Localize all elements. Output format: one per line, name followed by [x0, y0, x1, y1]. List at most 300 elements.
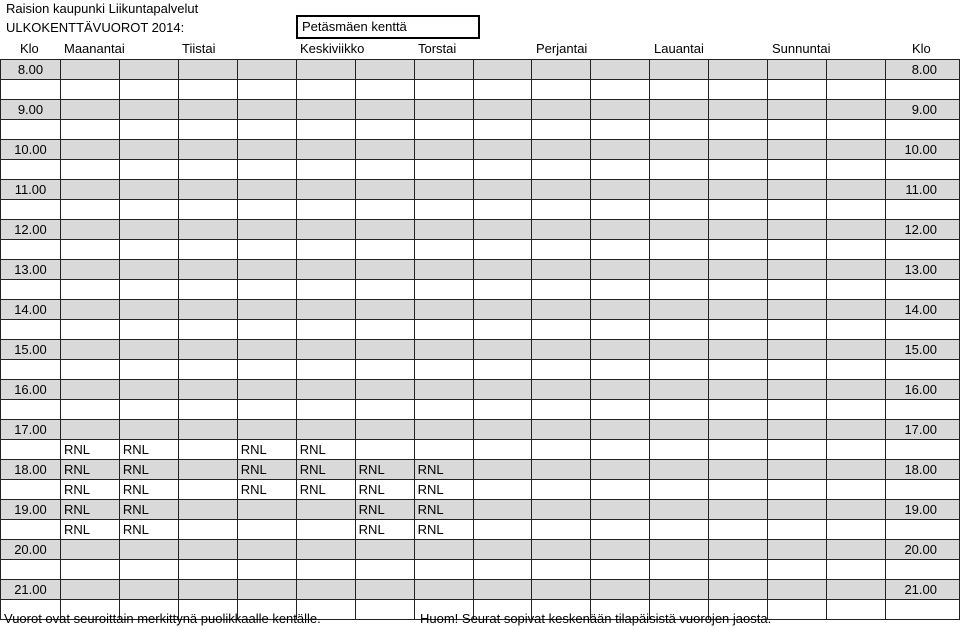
booking-cell[interactable] — [768, 220, 827, 240]
booking-cell[interactable]: RNL — [119, 520, 178, 540]
booking-cell[interactable] — [650, 540, 709, 560]
booking-cell[interactable] — [532, 520, 591, 540]
booking-cell[interactable] — [709, 140, 768, 160]
booking-cell[interactable]: RNL — [355, 480, 414, 500]
booking-cell[interactable] — [473, 200, 532, 220]
booking-cell[interactable] — [473, 120, 532, 140]
booking-cell[interactable] — [591, 580, 650, 600]
booking-cell[interactable] — [119, 260, 178, 280]
booking-cell[interactable] — [650, 220, 709, 240]
booking-cell[interactable] — [591, 160, 650, 180]
booking-cell[interactable] — [591, 180, 650, 200]
booking-cell[interactable] — [473, 360, 532, 380]
booking-cell[interactable] — [768, 500, 827, 520]
booking-cell[interactable] — [119, 360, 178, 380]
booking-cell[interactable] — [591, 500, 650, 520]
booking-cell[interactable] — [709, 200, 768, 220]
booking-cell[interactable] — [60, 280, 119, 300]
booking-cell[interactable] — [709, 380, 768, 400]
booking-cell[interactable] — [650, 500, 709, 520]
booking-cell[interactable] — [768, 180, 827, 200]
booking-cell[interactable] — [237, 420, 296, 440]
booking-cell[interactable] — [768, 160, 827, 180]
booking-cell[interactable]: RNL — [414, 520, 473, 540]
booking-cell[interactable] — [709, 520, 768, 540]
booking-cell[interactable] — [650, 280, 709, 300]
booking-cell[interactable] — [532, 440, 591, 460]
booking-cell[interactable] — [650, 300, 709, 320]
booking-cell[interactable]: RNL — [119, 500, 178, 520]
booking-cell[interactable] — [650, 380, 709, 400]
booking-cell[interactable] — [296, 160, 355, 180]
booking-cell[interactable] — [237, 100, 296, 120]
booking-cell[interactable] — [532, 560, 591, 580]
booking-cell[interactable] — [178, 480, 237, 500]
booking-cell[interactable] — [178, 300, 237, 320]
booking-cell[interactable] — [473, 520, 532, 540]
booking-cell[interactable] — [119, 300, 178, 320]
booking-cell[interactable] — [709, 360, 768, 380]
booking-cell[interactable] — [178, 580, 237, 600]
booking-cell[interactable]: RNL — [296, 460, 355, 480]
booking-cell[interactable] — [296, 380, 355, 400]
booking-cell[interactable] — [355, 100, 414, 120]
booking-cell[interactable] — [473, 400, 532, 420]
booking-cell[interactable] — [60, 400, 119, 420]
booking-cell[interactable] — [414, 60, 473, 80]
booking-cell[interactable] — [178, 500, 237, 520]
booking-cell[interactable] — [591, 360, 650, 380]
booking-cell[interactable] — [60, 540, 119, 560]
booking-cell[interactable] — [768, 320, 827, 340]
booking-cell[interactable] — [414, 260, 473, 280]
booking-cell[interactable] — [178, 380, 237, 400]
booking-cell[interactable] — [414, 580, 473, 600]
booking-cell[interactable] — [60, 420, 119, 440]
booking-cell[interactable] — [296, 220, 355, 240]
booking-cell[interactable] — [355, 280, 414, 300]
booking-cell[interactable] — [414, 320, 473, 340]
booking-cell[interactable] — [650, 320, 709, 340]
booking-cell[interactable] — [237, 500, 296, 520]
booking-cell[interactable] — [296, 520, 355, 540]
booking-cell[interactable] — [827, 540, 886, 560]
booking-cell[interactable] — [650, 520, 709, 540]
booking-cell[interactable] — [768, 60, 827, 80]
booking-cell[interactable] — [119, 220, 178, 240]
booking-cell[interactable] — [119, 320, 178, 340]
booking-cell[interactable] — [60, 60, 119, 80]
booking-cell[interactable] — [473, 380, 532, 400]
booking-cell[interactable] — [709, 180, 768, 200]
booking-cell[interactable] — [473, 80, 532, 100]
booking-cell[interactable] — [119, 340, 178, 360]
booking-cell[interactable] — [355, 580, 414, 600]
booking-cell[interactable] — [709, 80, 768, 100]
booking-cell[interactable] — [650, 480, 709, 500]
booking-cell[interactable] — [591, 80, 650, 100]
booking-cell[interactable] — [355, 60, 414, 80]
booking-cell[interactable] — [650, 160, 709, 180]
booking-cell[interactable]: RNL — [119, 440, 178, 460]
booking-cell[interactable] — [119, 80, 178, 100]
booking-cell[interactable] — [768, 260, 827, 280]
booking-cell[interactable] — [296, 360, 355, 380]
booking-cell[interactable]: RNL — [237, 480, 296, 500]
booking-cell[interactable] — [414, 360, 473, 380]
booking-cell[interactable] — [60, 320, 119, 340]
booking-cell[interactable] — [532, 60, 591, 80]
booking-cell[interactable] — [532, 160, 591, 180]
booking-cell[interactable] — [237, 80, 296, 100]
booking-cell[interactable] — [237, 580, 296, 600]
booking-cell[interactable] — [768, 460, 827, 480]
booking-cell[interactable] — [650, 580, 709, 600]
booking-cell[interactable] — [709, 220, 768, 240]
booking-cell[interactable] — [414, 240, 473, 260]
booking-cell[interactable] — [473, 420, 532, 440]
booking-cell[interactable] — [473, 340, 532, 360]
booking-cell[interactable] — [473, 260, 532, 280]
booking-cell[interactable] — [532, 420, 591, 440]
booking-cell[interactable] — [119, 560, 178, 580]
booking-cell[interactable] — [355, 560, 414, 580]
booking-cell[interactable] — [827, 460, 886, 480]
booking-cell[interactable] — [709, 460, 768, 480]
booking-cell[interactable] — [60, 360, 119, 380]
booking-cell[interactable]: RNL — [119, 480, 178, 500]
booking-cell[interactable] — [532, 360, 591, 380]
booking-cell[interactable] — [532, 180, 591, 200]
booking-cell[interactable] — [591, 120, 650, 140]
booking-cell[interactable] — [414, 160, 473, 180]
booking-cell[interactable] — [178, 400, 237, 420]
booking-cell[interactable] — [237, 280, 296, 300]
booking-cell[interactable] — [473, 560, 532, 580]
booking-cell[interactable] — [650, 100, 709, 120]
booking-cell[interactable] — [768, 120, 827, 140]
booking-cell[interactable] — [768, 540, 827, 560]
booking-cell[interactable] — [532, 480, 591, 500]
booking-cell[interactable] — [296, 400, 355, 420]
booking-cell[interactable] — [768, 240, 827, 260]
booking-cell[interactable] — [414, 220, 473, 240]
booking-cell[interactable] — [237, 520, 296, 540]
booking-cell[interactable] — [60, 260, 119, 280]
booking-cell[interactable] — [414, 340, 473, 360]
booking-cell[interactable] — [709, 440, 768, 460]
booking-cell[interactable] — [827, 320, 886, 340]
booking-cell[interactable] — [355, 120, 414, 140]
booking-cell[interactable] — [237, 180, 296, 200]
booking-cell[interactable] — [119, 180, 178, 200]
booking-cell[interactable]: RNL — [119, 460, 178, 480]
booking-cell[interactable] — [237, 540, 296, 560]
booking-cell[interactable] — [119, 60, 178, 80]
booking-cell[interactable] — [827, 560, 886, 580]
booking-cell[interactable] — [296, 300, 355, 320]
booking-cell[interactable] — [296, 280, 355, 300]
booking-cell[interactable] — [827, 400, 886, 420]
booking-cell[interactable] — [473, 300, 532, 320]
booking-cell[interactable] — [296, 320, 355, 340]
booking-cell[interactable] — [119, 200, 178, 220]
booking-cell[interactable] — [355, 80, 414, 100]
booking-cell[interactable] — [296, 60, 355, 80]
field-name-box[interactable]: Petäsmäen kenttä — [296, 15, 480, 39]
booking-cell[interactable] — [296, 140, 355, 160]
booking-cell[interactable] — [591, 480, 650, 500]
booking-cell[interactable] — [178, 80, 237, 100]
booking-cell[interactable] — [768, 440, 827, 460]
booking-cell[interactable] — [237, 320, 296, 340]
booking-cell[interactable] — [709, 540, 768, 560]
booking-cell[interactable] — [827, 340, 886, 360]
booking-cell[interactable] — [473, 140, 532, 160]
booking-cell[interactable] — [296, 540, 355, 560]
booking-cell[interactable] — [709, 100, 768, 120]
booking-cell[interactable] — [355, 400, 414, 420]
booking-cell[interactable] — [827, 520, 886, 540]
booking-cell[interactable] — [60, 160, 119, 180]
booking-cell[interactable] — [591, 540, 650, 560]
booking-cell[interactable] — [827, 60, 886, 80]
booking-cell[interactable] — [532, 200, 591, 220]
booking-cell[interactable] — [709, 420, 768, 440]
booking-cell[interactable] — [296, 580, 355, 600]
booking-cell[interactable] — [296, 240, 355, 260]
booking-cell[interactable] — [827, 440, 886, 460]
booking-cell[interactable]: RNL — [60, 440, 119, 460]
booking-cell[interactable] — [827, 500, 886, 520]
booking-cell[interactable] — [768, 280, 827, 300]
booking-cell[interactable] — [237, 200, 296, 220]
booking-cell[interactable] — [827, 120, 886, 140]
booking-cell[interactable] — [532, 140, 591, 160]
booking-cell[interactable] — [178, 140, 237, 160]
booking-cell[interactable] — [414, 200, 473, 220]
booking-cell[interactable]: RNL — [296, 440, 355, 460]
booking-cell[interactable] — [414, 80, 473, 100]
booking-cell[interactable] — [355, 340, 414, 360]
booking-cell[interactable] — [237, 380, 296, 400]
booking-cell[interactable] — [827, 140, 886, 160]
booking-cell[interactable] — [709, 280, 768, 300]
booking-cell[interactable] — [60, 560, 119, 580]
booking-cell[interactable] — [768, 80, 827, 100]
booking-cell[interactable] — [532, 220, 591, 240]
booking-cell[interactable] — [827, 420, 886, 440]
booking-cell[interactable] — [591, 380, 650, 400]
booking-cell[interactable] — [60, 180, 119, 200]
booking-cell[interactable] — [178, 240, 237, 260]
booking-cell[interactable] — [709, 580, 768, 600]
booking-cell[interactable] — [827, 240, 886, 260]
booking-cell[interactable] — [178, 560, 237, 580]
booking-cell[interactable] — [650, 200, 709, 220]
booking-cell[interactable] — [355, 240, 414, 260]
booking-cell[interactable] — [591, 560, 650, 580]
booking-cell[interactable] — [827, 280, 886, 300]
booking-cell[interactable] — [178, 180, 237, 200]
booking-cell[interactable] — [768, 480, 827, 500]
booking-cell[interactable] — [473, 240, 532, 260]
booking-cell[interactable] — [532, 260, 591, 280]
booking-cell[interactable] — [709, 60, 768, 80]
booking-cell[interactable] — [768, 200, 827, 220]
booking-cell[interactable] — [60, 80, 119, 100]
booking-cell[interactable] — [60, 340, 119, 360]
booking-cell[interactable] — [768, 380, 827, 400]
booking-cell[interactable] — [532, 460, 591, 480]
booking-cell[interactable] — [650, 80, 709, 100]
booking-cell[interactable] — [119, 380, 178, 400]
booking-cell[interactable] — [414, 180, 473, 200]
booking-cell[interactable] — [709, 160, 768, 180]
booking-cell[interactable] — [768, 140, 827, 160]
booking-cell[interactable] — [473, 440, 532, 460]
booking-cell[interactable] — [532, 540, 591, 560]
booking-cell[interactable] — [414, 280, 473, 300]
booking-cell[interactable] — [355, 600, 414, 620]
booking-cell[interactable] — [355, 320, 414, 340]
booking-cell[interactable]: RNL — [237, 440, 296, 460]
booking-cell[interactable] — [473, 280, 532, 300]
booking-cell[interactable] — [768, 420, 827, 440]
booking-cell[interactable] — [650, 260, 709, 280]
booking-cell[interactable] — [591, 400, 650, 420]
booking-cell[interactable] — [768, 520, 827, 540]
booking-cell[interactable] — [296, 500, 355, 520]
booking-cell[interactable] — [709, 260, 768, 280]
booking-cell[interactable] — [355, 160, 414, 180]
booking-cell[interactable] — [591, 440, 650, 460]
booking-cell[interactable] — [237, 140, 296, 160]
booking-cell[interactable] — [650, 440, 709, 460]
booking-cell[interactable] — [473, 540, 532, 560]
booking-cell[interactable] — [414, 440, 473, 460]
booking-cell[interactable] — [473, 500, 532, 520]
booking-cell[interactable] — [178, 520, 237, 540]
booking-cell[interactable] — [591, 60, 650, 80]
booking-cell[interactable] — [355, 300, 414, 320]
booking-cell[interactable] — [650, 180, 709, 200]
booking-cell[interactable] — [178, 320, 237, 340]
booking-cell[interactable] — [768, 600, 827, 620]
booking-cell[interactable] — [650, 140, 709, 160]
booking-cell[interactable] — [60, 380, 119, 400]
booking-cell[interactable] — [650, 240, 709, 260]
booking-cell[interactable] — [768, 400, 827, 420]
booking-cell[interactable] — [827, 160, 886, 180]
booking-cell[interactable] — [827, 180, 886, 200]
booking-cell[interactable] — [827, 260, 886, 280]
booking-cell[interactable] — [768, 360, 827, 380]
booking-cell[interactable] — [591, 260, 650, 280]
booking-cell[interactable] — [355, 220, 414, 240]
booking-cell[interactable] — [827, 80, 886, 100]
booking-cell[interactable] — [178, 100, 237, 120]
booking-cell[interactable]: RNL — [237, 460, 296, 480]
booking-cell[interactable] — [414, 400, 473, 420]
booking-cell[interactable]: RNL — [355, 520, 414, 540]
booking-cell[interactable] — [591, 320, 650, 340]
booking-cell[interactable] — [591, 220, 650, 240]
booking-cell[interactable] — [591, 200, 650, 220]
booking-cell[interactable] — [178, 420, 237, 440]
booking-cell[interactable] — [178, 540, 237, 560]
booking-cell[interactable] — [414, 140, 473, 160]
booking-cell[interactable] — [709, 320, 768, 340]
booking-cell[interactable] — [532, 100, 591, 120]
booking-cell[interactable] — [591, 340, 650, 360]
booking-cell[interactable] — [119, 240, 178, 260]
booking-cell[interactable] — [119, 400, 178, 420]
booking-cell[interactable] — [237, 340, 296, 360]
booking-cell[interactable] — [178, 280, 237, 300]
booking-cell[interactable] — [178, 460, 237, 480]
booking-cell[interactable] — [768, 580, 827, 600]
booking-cell[interactable] — [709, 500, 768, 520]
booking-cell[interactable] — [60, 240, 119, 260]
booking-cell[interactable] — [119, 540, 178, 560]
booking-cell[interactable]: RNL — [60, 500, 119, 520]
booking-cell[interactable] — [532, 320, 591, 340]
booking-cell[interactable] — [60, 140, 119, 160]
booking-cell[interactable] — [709, 480, 768, 500]
booking-cell[interactable] — [237, 560, 296, 580]
booking-cell[interactable] — [178, 440, 237, 460]
booking-cell[interactable] — [296, 560, 355, 580]
booking-cell[interactable] — [709, 300, 768, 320]
booking-cell[interactable] — [178, 60, 237, 80]
booking-cell[interactable] — [827, 100, 886, 120]
booking-cell[interactable] — [60, 100, 119, 120]
booking-cell[interactable] — [650, 340, 709, 360]
booking-cell[interactable] — [650, 560, 709, 580]
booking-cell[interactable] — [119, 120, 178, 140]
booking-cell[interactable] — [473, 320, 532, 340]
booking-cell[interactable] — [709, 340, 768, 360]
booking-cell[interactable] — [237, 400, 296, 420]
booking-cell[interactable] — [827, 360, 886, 380]
booking-cell[interactable] — [237, 260, 296, 280]
booking-cell[interactable] — [591, 100, 650, 120]
booking-cell[interactable] — [414, 300, 473, 320]
booking-cell[interactable] — [60, 200, 119, 220]
booking-cell[interactable] — [768, 300, 827, 320]
booking-cell[interactable] — [532, 580, 591, 600]
booking-cell[interactable] — [296, 100, 355, 120]
booking-cell[interactable] — [768, 100, 827, 120]
booking-cell[interactable] — [237, 300, 296, 320]
booking-cell[interactable] — [414, 120, 473, 140]
booking-cell[interactable] — [709, 120, 768, 140]
booking-cell[interactable] — [591, 300, 650, 320]
booking-cell[interactable] — [296, 180, 355, 200]
booking-cell[interactable] — [591, 520, 650, 540]
booking-cell[interactable]: RNL — [355, 500, 414, 520]
booking-cell[interactable] — [532, 380, 591, 400]
booking-cell[interactable] — [60, 120, 119, 140]
booking-cell[interactable] — [178, 200, 237, 220]
booking-cell[interactable] — [237, 360, 296, 380]
booking-cell[interactable] — [60, 220, 119, 240]
booking-cell[interactable] — [591, 280, 650, 300]
booking-cell[interactable] — [414, 380, 473, 400]
booking-cell[interactable] — [827, 580, 886, 600]
booking-cell[interactable] — [650, 120, 709, 140]
